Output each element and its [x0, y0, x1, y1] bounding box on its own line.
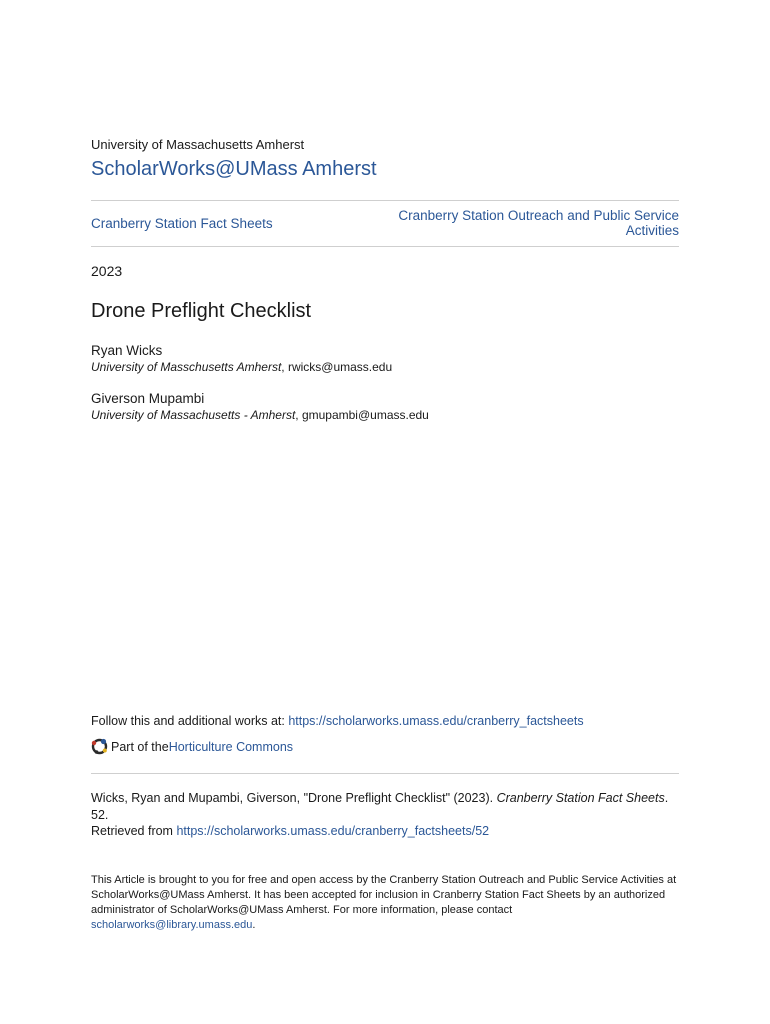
author-email: , rwicks@umass.edu — [281, 360, 393, 374]
repository-link[interactable]: ScholarWorks@UMass Amherst — [91, 158, 377, 180]
author-block — [91, 390, 429, 423]
citation-series: Cranberry Station Fact Sheets — [496, 791, 665, 805]
article-title: Drone Preflight Checklist — [91, 300, 312, 322]
author-email: , gmupambi@umass.edu — [295, 408, 429, 422]
publication-year: 2023 — [91, 263, 123, 279]
institution-name: University of Massachusetts Amherst — [91, 137, 305, 152]
horticulture-commons-link[interactable]: Horticulture Commons — [168, 739, 294, 754]
author-affiliation — [91, 359, 392, 375]
divider-top — [91, 200, 679, 201]
affiliation-name: University of Massachusetts - Amherst — [91, 408, 296, 422]
citation-text: Wicks, Ryan and Mupambi, Giverson, "Drone Preflight Checklist" (2023). — [91, 791, 497, 805]
affiliation-name: University of Masschusetts Amherst — [91, 360, 282, 374]
divider-series — [91, 246, 679, 247]
part-of-line — [91, 738, 293, 755]
part-of-prefix: Part of the — [111, 739, 169, 754]
follow-prefix: Follow this and additional works at: — [91, 714, 289, 728]
contact-email-link[interactable]: scholarworks@library.umass.edu — [91, 919, 253, 931]
series-link-fact-sheets[interactable]: Cranberry Station Fact Sheets — [91, 216, 273, 231]
recommended-citation — [91, 790, 679, 840]
notice-text: This Article is brought to you for free and open access by the Cranberry Station Outreach and Public Service Activities at ScholarWorks@UMass Amherst. It has been accepted for inclusion in Cranberry Station Fact Sheets by an authorized administrator of ScholarWorks@UMass Amherst. For more information, please contact — [91, 874, 677, 916]
retrieved-url-link[interactable]: https://scholarworks.umass.edu/cranberry_factsheets/52 — [176, 824, 490, 838]
author-block — [91, 342, 392, 375]
network-commons-icon — [91, 738, 108, 755]
notice-end: . — [252, 919, 256, 931]
citation-number: . 52. — [91, 791, 669, 822]
series-link-outreach[interactable]: Cranberry Station Outreach and Public Service Activities — [398, 208, 679, 238]
cover-page — [91, 0, 679, 1024]
access-notice — [91, 873, 679, 933]
author-affiliation — [91, 407, 429, 423]
retrieved-prefix: Retrieved from — [91, 824, 177, 838]
divider-bottom — [91, 773, 679, 774]
author-name: Ryan Wicks — [91, 343, 163, 358]
follow-url-link[interactable]: https://scholarworks.umass.edu/cranberry_factsheets — [288, 714, 584, 728]
author-name: Giverson Mupambi — [91, 391, 205, 406]
follow-works-line — [91, 714, 584, 728]
